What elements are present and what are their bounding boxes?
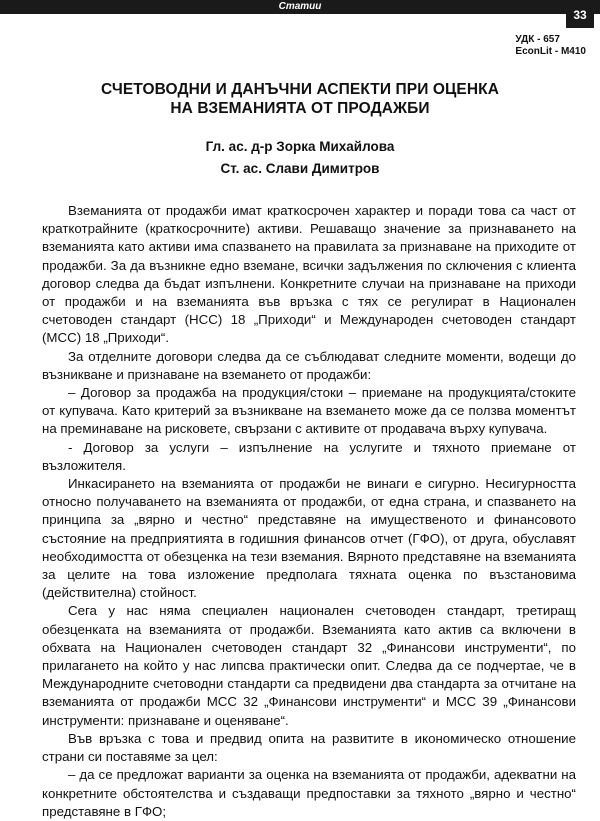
- page-number: 33: [566, 2, 594, 28]
- paragraph: Сега у нас няма специален национален счетоводен стандарт, третиращ обезценката на вземанията от продажби. Вземанията като актив са включени в обхвата на Национален счетоводен стандарт 32 „Финансови инструменти“, по прилагането на който у нас липсва практически опит. Следва да се подчертае, че в Международните счетоводни стандарти са предвидени два стандарта за отчитане на вземанията от продажби МСС 32 „Финансови инструменти“ и МСС 39 „Финансови инструменти: признаване и оценяване“.: [42, 603, 576, 728]
- article-body: [42, 202, 576, 821]
- authors: [20, 136, 580, 180]
- author-1: Гл. ас. д-р Зорка Михайлова: [205, 139, 395, 154]
- section-label: Статии: [278, 1, 322, 12]
- classification-codes: [515, 34, 586, 58]
- paragraph: Във връзка с това и предвид опита на развитите в икономическо отношение страни си поставяме за цел:: [42, 730, 576, 765]
- paragraph: – Договор за продажба на продукция/стоки – приемане на продукцията/стоките от купувача. Като критерий за възникване на вземането може да се ползва моментът на преминаване на рисковете, свързани с активите от продавача върху купувача.: [42, 385, 576, 437]
- econlit-code: EconLit - M410: [515, 46, 586, 57]
- title-line-2: НА ВЗЕМАНИЯТА ОТ ПРОДАЖБИ: [170, 100, 430, 117]
- paragraph: Инкасирането на вземанията от продажби не винаги е сигурно. Несигурността относно получаването на вземанията от продажби, от една страна, и спазването на принципа за „вярно и честно“ представяне на имущественото и финансовото състояние на предприятията в годишния финансов отчет (ГФО), от друга, обуславят необходимостта от обезценка на тези вземания. Вярното представяне на вземанията за целите на това изложение предполага тяхната оценка по възстановима (действителна) стойност.: [42, 476, 576, 601]
- paragraph: Вземанията от продажби имат краткосрочен характер и поради това са част от краткотрайните (краткосрочните) активи. Решаващо значение за признаването на вземанията като активи има спазването на правилата за признаване на приходите от продажби. За да възникне едно вземане, всички задължения по сключения с клиента договор следва да бъдат изпълнени. Конкретните случаи на признаване на приходи от продажби и на вземанията във връзка с тях се регулират в Национален счетоводен стандарт (НСС) 18 „Приходи“ и Международен счетоводен стандарт (МСС) 18 „Приходи“.: [42, 203, 576, 346]
- udk-code: УДК - 657: [515, 34, 560, 45]
- paragraph: – да се предложат варианти за оценка на вземанията от продажби, адекватни на конкретните обстоятелства и създаващи предпоставки за тяхното „вярно и честно“ представяне в ГФО;: [42, 767, 576, 819]
- article-title: [20, 80, 580, 118]
- paragraph: - Договор за услуги – изпълнение на услугите и тяхното приемане от възложителя.: [42, 439, 576, 473]
- title-line-1: СЧЕТОВОДНИ И ДАНЪЧНИ АСПЕКТИ ПРИ ОЦЕНКА: [100, 81, 500, 98]
- paragraph: За отделните договори следва да се съблюдават следните моменти, водещи до възникване и признаване на вземането от продажби:: [42, 348, 576, 382]
- author-2: Ст. ас. Слави Димитров: [220, 161, 380, 176]
